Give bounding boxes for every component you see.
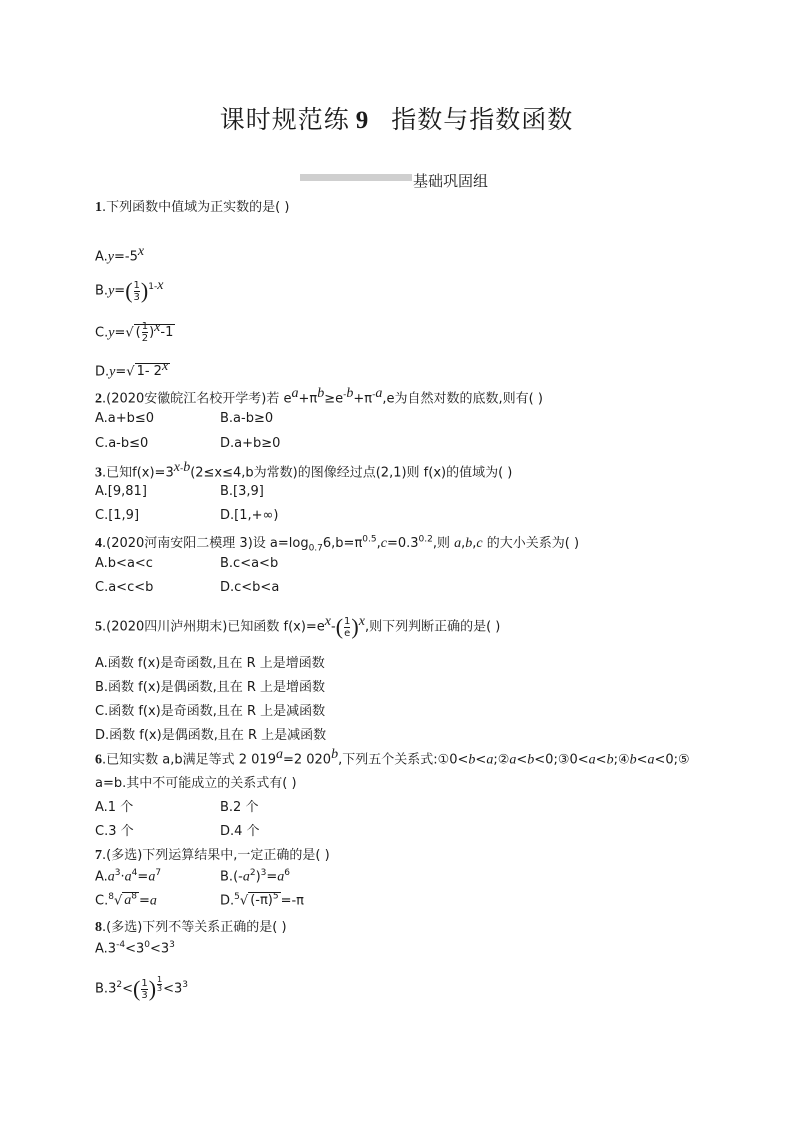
option-label: A. [95,869,108,885]
q3-option-d: D.[1,+∞) [220,508,279,523]
question-8 [95,916,287,936]
question-5: 5.(2020四川泸州期末)已知函数 $f(x)=e^x-$( $\frac{1}{e}$ )$^x$,则下列判断正确的是( ) [95,614,501,639]
q6-option-c: C.3 个 [95,824,134,839]
q7-option-c: C.$^8$√ $a^8 =a$ [95,892,157,909]
question-number: 8 [95,920,102,935]
option-label: C. [95,325,109,341]
question-stem: .(2020安徽皖江名校开学考)若 e [102,391,292,407]
q5-option-d: D.函数 f(x)是偶函数,且在 R 上是减函数 [95,728,327,743]
q2-option-c: C.a-b≤0 [95,436,149,451]
q2-option-d: D.a+b≥0 [220,436,281,451]
q6-option-d: D.4 个 [220,824,260,839]
q8-option-a: $A.3^{-4}<3^0<3^3$ [95,940,175,957]
question-number: 4 [95,536,102,551]
q1-option-b: B.y=( $\frac{1}{3}$ )$^{1-x}$ [95,278,164,303]
option-label: D. [220,893,235,909]
q3-option-b: B.[3,9] [220,484,264,499]
question-stem: .已知f(x)=3 [102,465,174,481]
q6-option-b: B.2 个 [220,800,259,815]
question-number: 2 [95,391,102,407]
q4-option-d: D.c<b<a [220,580,280,595]
option-label: A. [95,249,108,265]
q3-option-c: C.[1,9] [95,508,140,523]
q7-option-b: $B.(-a^2)^3=a^6$ [220,868,291,885]
q1-option-a: $A.y=-5^x$ [95,244,145,265]
q7-option-d: D.$^5$√ $(-\pi)^5 =-\pi$ [220,892,305,909]
option-label: A. [95,941,108,957]
q1-option-d: D.y=√ 1- 2$^x$ [95,359,169,380]
q1-option-c: C.y=√ ( $\frac{1}{2}$ )$^x$-1 [95,320,174,345]
section-label: 基础巩固组 [413,172,489,190]
q2-option-a: A.a+b≤0 [95,411,155,426]
option-label: C. [95,893,109,909]
question-1 [95,196,289,216]
question-stem-tail: (2≤x≤4,b为常数)的图像经过点(2,1)则 f(x)的值域为( ) [190,465,513,481]
question-number: 5 [95,619,102,635]
q3-option-a: A.[9,81] [95,484,147,499]
section-divider-bar [300,174,412,181]
page-title [0,100,793,136]
q8-option-b: $B.3^2<$( $\frac{1}{3}$ ) $^{\frac{1}{3}}$ $<3^3$ [95,975,189,1001]
question-6: 6.已知实数 a,b满足等式 2 $019^a=2$ 020$^b$,下列五个关系式:①0<b<a;②a<b<0;③0<a<b;④b<a<0;⑤ [95,747,690,768]
question-stem-tail: 6,b=π [322,536,363,551]
option-label: B. [95,981,109,997]
question-number: 6 [95,752,102,768]
q7-option-a: $A.a^3\cdot a^4=a^7$ [95,868,162,885]
question-stem: .已知实数 a,b满足等式 2 019 [102,752,276,768]
option-label: B. [220,869,234,885]
title-prefix: 课时规范练 [219,105,350,134]
title-topic: 指数与指数函数 [391,105,574,134]
question-2: 2.(2020安徽皖江名校开学考)若 $e^a+\pi^b\ge e^{-b}+\pi^{-a},e$为自然对数的底数,则有( ) [95,386,543,407]
question-stem: .下列函数中值域为正实数的是( ) [102,200,290,215]
question-number: 3 [95,465,102,481]
question-4: 4.(2020河南安阳二模理 3)设 $a=\log_{0.7}6,b=\pi^{0.5},c=0.3^{0.2}$,则 a,b,c 的大小关系为( ) [95,534,580,554]
question-stem: .(多选)下列运算结果中,一定正确的是( ) [102,848,330,863]
question-stem-tail: ,e为自然对数的底数,则有( ) [382,391,543,407]
q2-option-b: B.a-b≥0 [220,411,274,426]
question-number: 7 [95,848,102,863]
option-label: D. [95,364,110,380]
q5-option-b: B.函数 f(x)是偶函数,且在 R 上是增函数 [95,680,326,695]
q6-option-a: A.1 个 [95,800,134,815]
question-6-line-2: a=b.其中不可能成立的关系式有( ) [95,776,297,791]
q4-option-c: C.a<c<b [95,580,154,595]
title-number: 9 [355,107,370,134]
question-stem: .(2020四川泸州期末)已知函数 f(x)=e [102,619,325,635]
question-stem: .(多选)下列不等关系正确的是( ) [102,920,287,935]
question-number: 1 [95,200,102,215]
question-3: 3.已知$f(x)=3^{x-b}(2\le x\le 4,b$为常数)的图像经过点(2,1)则 f(x)的值域为( ) [95,460,513,481]
q5-option-a: A.函数 f(x)是奇函数,且在 R 上是增函数 [95,656,325,671]
q4-option-a: A.b<a<c [95,556,153,571]
q5-option-c: C.函数 f(x)是奇函数,且在 R 上是减函数 [95,704,326,719]
question-7 [95,844,330,864]
question-stem: .(2020河南安阳二模理 3)设 a=log [102,536,309,551]
option-label: B. [95,283,109,299]
q4-option-b: B.c<a<b [220,556,279,571]
